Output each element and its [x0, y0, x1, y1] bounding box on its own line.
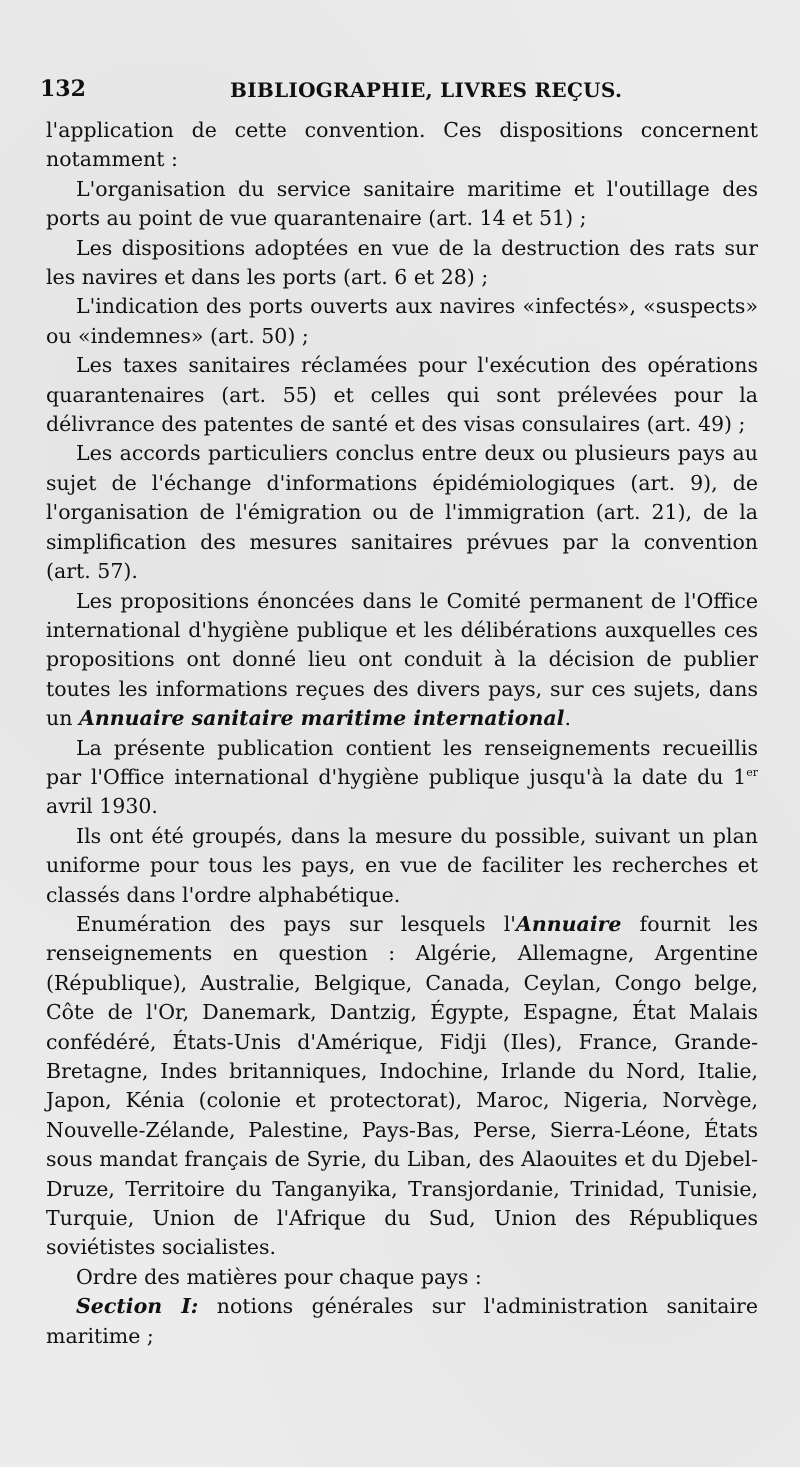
- paragraph-country-list: [46, 910, 758, 1263]
- section-label-italic: Section I:: [76, 1294, 199, 1319]
- paragraph-text: La présente publication contient les renseignements recueillis par l'Office international d'hygiène publique jusqu'à la date du 1: [46, 735, 758, 789]
- paragraph-rat-destruction: [46, 234, 758, 293]
- paragraph-continuation: [46, 116, 758, 175]
- paragraph-text: .: [564, 706, 571, 731]
- paragraph-text: Ordre des matières pour chaque pays :: [76, 1264, 482, 1289]
- paragraph-text: Les accords particuliers conclus entre deux ou plusieurs pays au sujet de l'échange d'informations épidémiologiques (art. 9), de l'organisation de l'émigration ou de l'immigration (art. 21), de la simplification des mesures sanitaires prévues par la convention (art. 57).: [46, 441, 758, 584]
- paragraph-propositions: [46, 587, 758, 734]
- paragraph-text: avril 1930.: [46, 794, 158, 819]
- paragraph-sanitary-service: [46, 175, 758, 234]
- paragraph-grouping: [46, 822, 758, 910]
- page-number: 132: [40, 76, 86, 102]
- paragraph-agreements: [46, 439, 758, 586]
- paragraph-text: Enumération des pays sur lesquels l': [76, 911, 516, 936]
- body-text: [46, 116, 758, 1351]
- paragraph-sanitary-taxes: [46, 351, 758, 439]
- paragraph-section-one: [46, 1292, 758, 1351]
- paragraph-text: Les dispositions adoptées en vue de la destruction des rats sur les navires et dans les ports (art. 6 et 28) ;: [46, 235, 758, 290]
- paragraph-open-ports: [46, 292, 758, 351]
- page-header: [40, 70, 760, 106]
- running-head: BIBLIOGRAPHIE, LIVRES REÇUS.: [230, 78, 623, 102]
- paragraph-text: fournit les renseignements en question : Algérie, Allemagne, Argentine (République), Australie, Belgique, Canada, Ceylan, Congo belge, Côte de l'Or, Danemark, Dantzig, Égypte, Espagne, État Malais confédéré, États-Unis d'Amérique, Fidji (Iles), France, Grande-Bretagne, Indes britanniques, Indochine, Irlande du Nord, Italie, Japon, Kénia (colonie et protectorat), Maroc, Nigeria, Norvège, Nouvelle-Zélande, Palestine, Pays-Bas, Perse, Sierra-Léone, États sous mandat français de Syrie, du Liban, des Alaouites et du Djebel-Druze, Territoire du Tanganyika, Transjordanie, Trinidad, Tunisie, Turquie, Union de l'Afrique du Sud, Union des Républiques soviétistes socialistes.: [46, 911, 759, 1260]
- ordinal-superscript: er: [746, 766, 758, 780]
- paragraph-order-of-contents: [46, 1263, 758, 1292]
- paragraph-text: L'indication des ports ouverts aux navires «infectés», «suspects» ou «indemnes» (art. 50) ;: [46, 294, 758, 348]
- paragraph-publication-date: [46, 734, 758, 822]
- paragraph-text: l'application de cette convention. Ces dispositions concernent notamment :: [46, 118, 758, 172]
- book-title-italic: Annuaire sanitaire maritime international: [78, 706, 565, 731]
- paragraph-text: L'organisation du service sanitaire maritime et l'outillage des ports au point de vue quarantenaire (art. 14 et 51) ;: [46, 176, 758, 231]
- paragraph-text: notions générales sur l'administration sanitaire maritime ;: [46, 1294, 758, 1348]
- book-title-italic: Annuaire: [515, 911, 622, 936]
- paragraph-text: Les taxes sanitaires réclamées pour l'exécution des opérations quarantenaires (art. 55) et celles qui sont prélevées pour la délivrance des patentes de santé et des visas consulaires (art. 49) ;: [46, 353, 758, 437]
- paragraph-text: Les propositions énoncées dans le Comité permanent de l'Office international d'hygiène publique et les délibérations auxquelles ces propositions ont donné lieu ont conduit à la décision de publier toutes les informations reçues des divers pays, sur ces sujets, dans un: [46, 588, 758, 731]
- paragraph-text: Ils ont été groupés, dans la mesure du possible, suivant un plan uniforme pour tous les pays, en vue de faciliter les recherches et classés dans l'ordre alphabétique.: [46, 823, 758, 907]
